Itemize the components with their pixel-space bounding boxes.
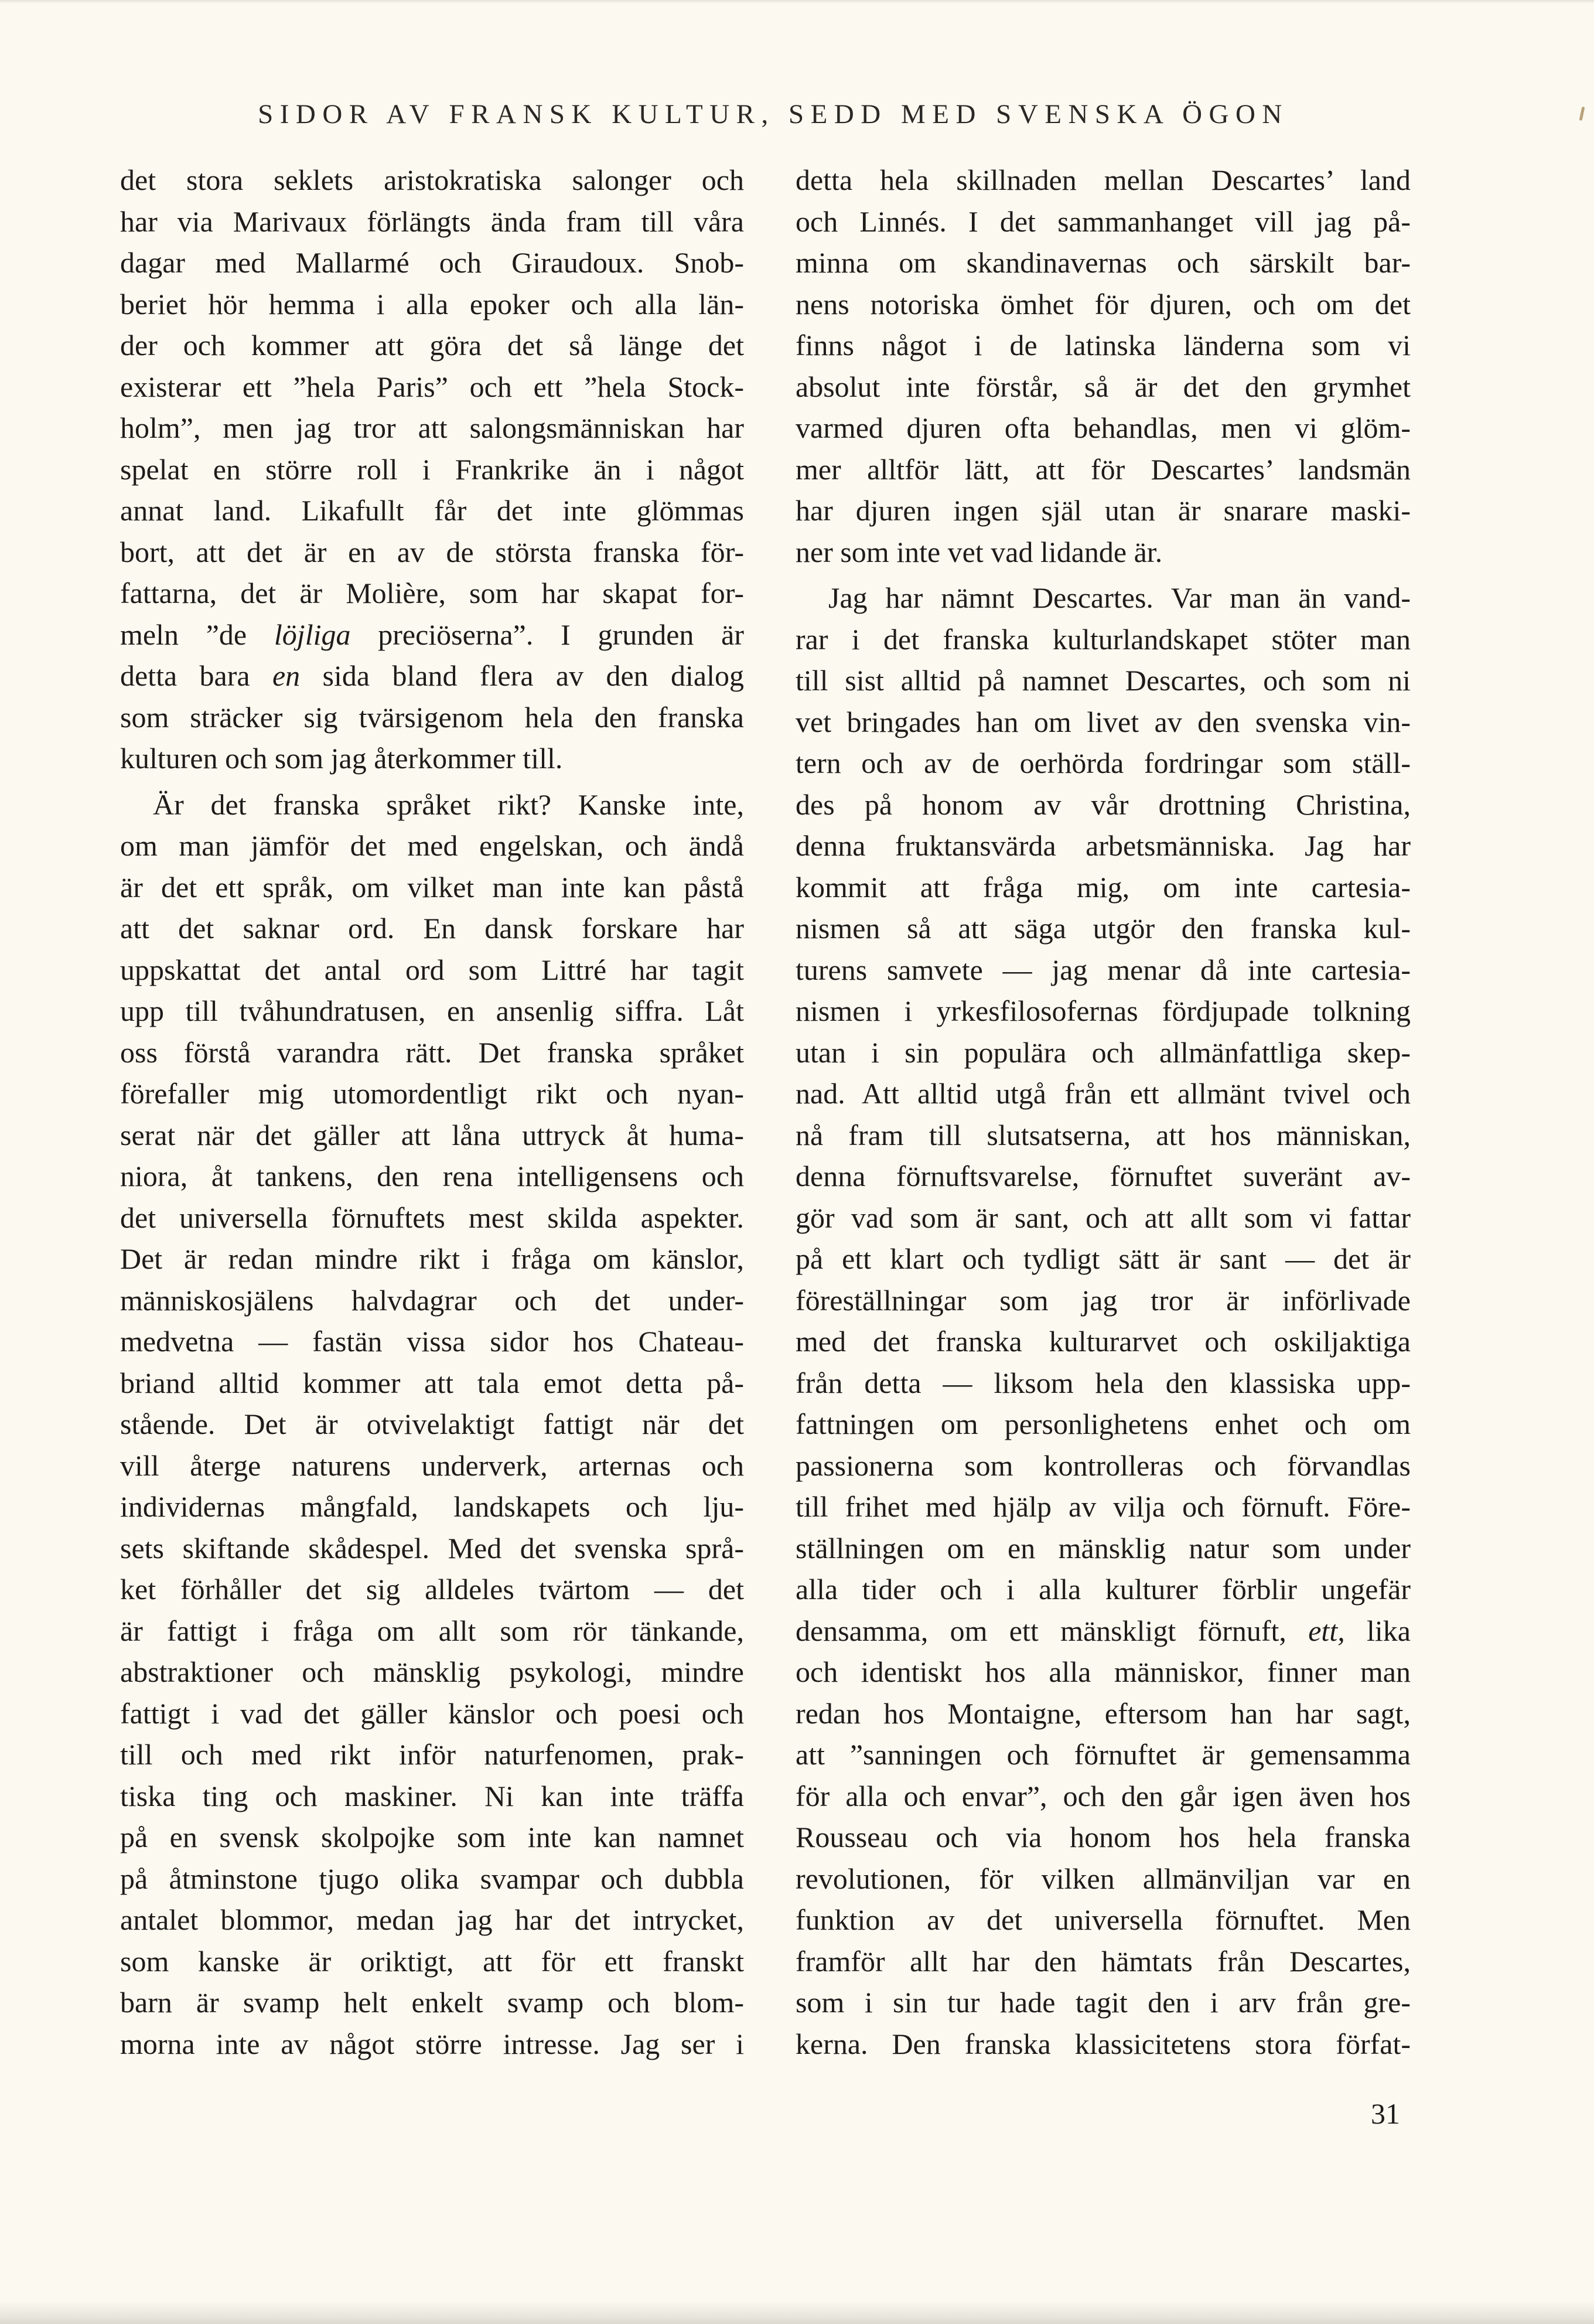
text-line: har djuren ingen själ utan är snarare maski- — [796, 494, 1411, 527]
paragraph — [120, 159, 744, 779]
text-segment: densamma, om ett mänskligt förnuft, — [796, 1614, 1309, 1647]
italic-text: en — [272, 659, 301, 692]
text-line: som sträcker sig tvärsigenom hela den franska — [120, 700, 744, 734]
text-line: serat när det gäller att låna uttryck åt huma- — [120, 1118, 744, 1151]
text-segment: sida bland flera av den dialog — [300, 659, 744, 692]
text-line: briand alltid kommer att tala emot detta på- — [120, 1366, 744, 1399]
text-line: stående. Det är otvivelaktigt fattigt när det — [120, 1408, 744, 1440]
text-line: detta hela skillnaden mellan Descartes’ land — [796, 163, 1411, 196]
text-line — [796, 1610, 1411, 1652]
text-line: ner som inte vet vad lidande är. — [796, 535, 1163, 568]
text-segment: detta bara — [120, 659, 272, 692]
text-line: nå fram till slutsatserna, att hos människan, — [796, 1118, 1411, 1151]
text-line: barn är svamp helt enkelt svamp och blom- — [120, 1986, 744, 2019]
text-line: med det franska kulturarvet och oskiljaktiga — [796, 1325, 1411, 1358]
text-line: passionerna som kontrolleras och förvandlas — [796, 1449, 1411, 1482]
text-line: redan hos Montaigne, eftersom han har sagt, — [796, 1696, 1411, 1730]
text-line: fattningen om personlighetens enhet och om — [796, 1408, 1411, 1440]
text-line — [120, 655, 744, 697]
text-line: existerar ett ”hela Paris” och ett ”hela Stock- — [120, 370, 744, 403]
text-line: föreställningar som jag tror är införlivade — [796, 1283, 1411, 1317]
text-line: spelat en större roll i Frankrike än i något — [120, 452, 744, 486]
text-line: minna om skandinavernas och särskilt bar- — [796, 246, 1411, 279]
text-line: från detta — liksom hela den klassiska upp- — [796, 1366, 1411, 1399]
text-line: annat land. Likafullt får det inte glömmas — [120, 494, 744, 527]
text-line: för alla och envar”, och den går igen även hos — [796, 1779, 1411, 1812]
text-line: gör vad som är sant, och att allt som vi fattar — [796, 1201, 1411, 1234]
corner-mark — [1579, 107, 1585, 121]
text-line: tern och av de oerhörda fordringar som ställ- — [796, 747, 1411, 779]
text-line: ställningen om en mänsklig natur som under — [796, 1531, 1411, 1565]
text-line: bort, att det är en av de största franska för- — [120, 535, 744, 568]
text-line — [120, 614, 744, 656]
text-line: det universella förnuftets mest skilda aspekter. — [120, 1201, 744, 1234]
text-line: individernas mångfald, landskapets och lju- — [120, 1490, 744, 1523]
text-line: det stora seklets aristokratiska salonger och — [120, 163, 744, 196]
text-line: Är det franska språket rikt? Kanske inte, — [153, 788, 744, 821]
text-line: vet bringades han om livet av den svenska vin- — [796, 705, 1411, 738]
page-number: 31 — [1371, 2097, 1400, 2130]
text-line: kommit att fråga mig, om inte cartesia- — [796, 870, 1411, 904]
text-line: kulturen och som jag återkommer till. — [120, 742, 563, 775]
paragraph — [120, 784, 744, 2065]
text-line: på åtminstone tjugo olika svampar och dubbla — [120, 1862, 744, 1895]
text-line: beriet hör hemma i alla epoker och alla län- — [120, 287, 744, 321]
paragraph — [796, 577, 1411, 2064]
text-line: fattigt i vad det gäller känslor och poesi och — [120, 1696, 744, 1730]
text-line: upp till tvåhundratusen, en ansenlig siffra. Låt — [120, 994, 744, 1027]
text-line: des på honom av vår drottning Christina, — [796, 788, 1411, 821]
text-segment: meln ”de — [120, 618, 274, 651]
text-line: och identiskt hos alla människor, finner man — [796, 1655, 1411, 1688]
text-line: medvetna — fastän vissa sidor hos Chateau- — [120, 1325, 744, 1358]
text-line: Det är redan mindre rikt i fråga om känslor, — [120, 1242, 744, 1275]
text-line: kerna. Den franska klassicitetens stora förfat- — [796, 2027, 1411, 2060]
text-line: der och kommer att göra det så länge det — [120, 329, 744, 362]
italic-text: ett, — [1308, 1614, 1345, 1647]
text-line: vill återge naturens underverk, arternas och — [120, 1449, 744, 1482]
text-line: alla tider och i alla kulturer förblir ungefär — [796, 1573, 1411, 1606]
text-segment: preciöserna”. I grunden är — [350, 618, 744, 651]
text-segment: lika — [1344, 1614, 1411, 1647]
text-line: morna inte av något större intresse. Jag ser i — [120, 2027, 744, 2060]
text-line: nens notoriska ömhet för djuren, och om det — [796, 287, 1411, 321]
text-line: är fattigt i fråga om allt som rör tänkande, — [120, 1614, 744, 1647]
text-line: denna fruktansvärda arbetsmänniska. Jag har — [796, 829, 1411, 862]
text-line: fattarna, det är Molière, som har skapat for- — [120, 577, 744, 609]
text-line: Rousseau och via honom hos hela franska — [796, 1821, 1411, 1853]
text-line: mer alltför lätt, att för Descartes’ landsmän — [796, 452, 1411, 486]
text-line: och Linnés. I det sammanhanget vill jag på- — [796, 205, 1411, 238]
text-line: är det ett språk, om vilket man inte kan påstå — [120, 870, 744, 904]
text-line: förefaller mig utomordentligt rikt och nyan- — [120, 1077, 744, 1110]
text-line: finns något i de latinska länderna som vi — [796, 329, 1411, 362]
text-line: på ett klart och tydligt sätt är sant — det är — [796, 1242, 1411, 1275]
text-line: till och med rikt inför naturfenomen, prak- — [120, 1738, 744, 1771]
text-line: som i sin tur hade tagit den i arv från gre- — [796, 1986, 1411, 2019]
paragraph — [796, 159, 1411, 573]
right-column — [796, 159, 1411, 2064]
text-line: att det saknar ord. En dansk forskare har — [120, 912, 744, 945]
text-line: till frihet med hjälp av vilja och förnuft. Före- — [796, 1490, 1411, 1523]
text-line: som kanske är oriktigt, att för ett franskt — [120, 1944, 744, 1978]
left-column — [120, 159, 744, 2064]
text-line: sets skiftande skådespel. Med det svenska språ- — [120, 1531, 744, 1565]
text-line: ket förhåller det sig alldeles tvärtom — det — [120, 1573, 744, 1606]
text-line: turens samvete — jag menar då inte cartesia- — [796, 953, 1411, 986]
page-top-edge — [0, 0, 1594, 4]
text-line: abstraktioner och mänsklig psykologi, mindre — [120, 1655, 744, 1688]
text-line: rar i det franska kulturlandskapet stöter man — [796, 622, 1411, 656]
text-line: dagar med Mallarmé och Giraudoux. Snob- — [120, 246, 744, 279]
text-line: människosjälens halvdagrar och det under- — [120, 1283, 744, 1317]
text-line: om man jämför det med engelskan, och ändå — [120, 829, 744, 862]
text-line: niora, åt tankens, den rena intelligensens och — [120, 1160, 744, 1192]
text-line: nismen i yrkesfilosofernas fördjupade tolkning — [796, 994, 1411, 1027]
text-line: till sist alltid på namnet Descartes, och som ni — [796, 664, 1411, 697]
italic-text: löjliga — [274, 618, 351, 651]
text-line: på en svensk skolpojke som inte kan namnet — [120, 1821, 744, 1853]
text-line: att ”sanningen och förnuftet är gemensamma — [796, 1738, 1411, 1771]
text-line: antalet blommor, medan jag har det intrycket, — [120, 1903, 744, 1936]
text-line: nismen så att säga utgör den franska kul- — [796, 912, 1411, 945]
text-line: nad. Att alltid utgå från ett allmänt tvivel och — [796, 1077, 1411, 1110]
text-line: revolutionen, för vilken allmänviljan var en — [796, 1862, 1411, 1895]
running-head: SIDOR AV FRANSK KULTUR, SEDD MED SVENSKA ÖGON — [258, 99, 1289, 130]
text-line: varmed djuren ofta behandlas, men vi glöm- — [796, 411, 1411, 444]
text-line: Jag har nämnt Descartes. Var man än vand- — [828, 581, 1411, 614]
text-line: tiska ting och maskiner. Ni kan inte träffa — [120, 1779, 744, 1812]
text-line: framför allt har den hämtats från Descartes, — [796, 1944, 1411, 1978]
text-line: absolut inte förstår, så är det den grymhet — [796, 370, 1411, 403]
text-line: holm”, men jag tror att salongsmänniskan har — [120, 411, 744, 444]
text-line: oss förstå varandra rätt. Det franska språket — [120, 1035, 744, 1069]
text-line: funktion av det universella förnuftet. Men — [796, 1903, 1411, 1936]
text-line: uppskattat det antal ord som Littré har tagit — [120, 953, 744, 986]
page-bottom-edge — [0, 2301, 1594, 2324]
text-line: denna förnuftsvarelse, förnuftet suveränt av- — [796, 1160, 1411, 1192]
text-line: har via Marivaux förlängts ända fram till våra — [120, 205, 744, 238]
text-line: utan i sin populära och allmänfattliga skep- — [796, 1035, 1411, 1069]
